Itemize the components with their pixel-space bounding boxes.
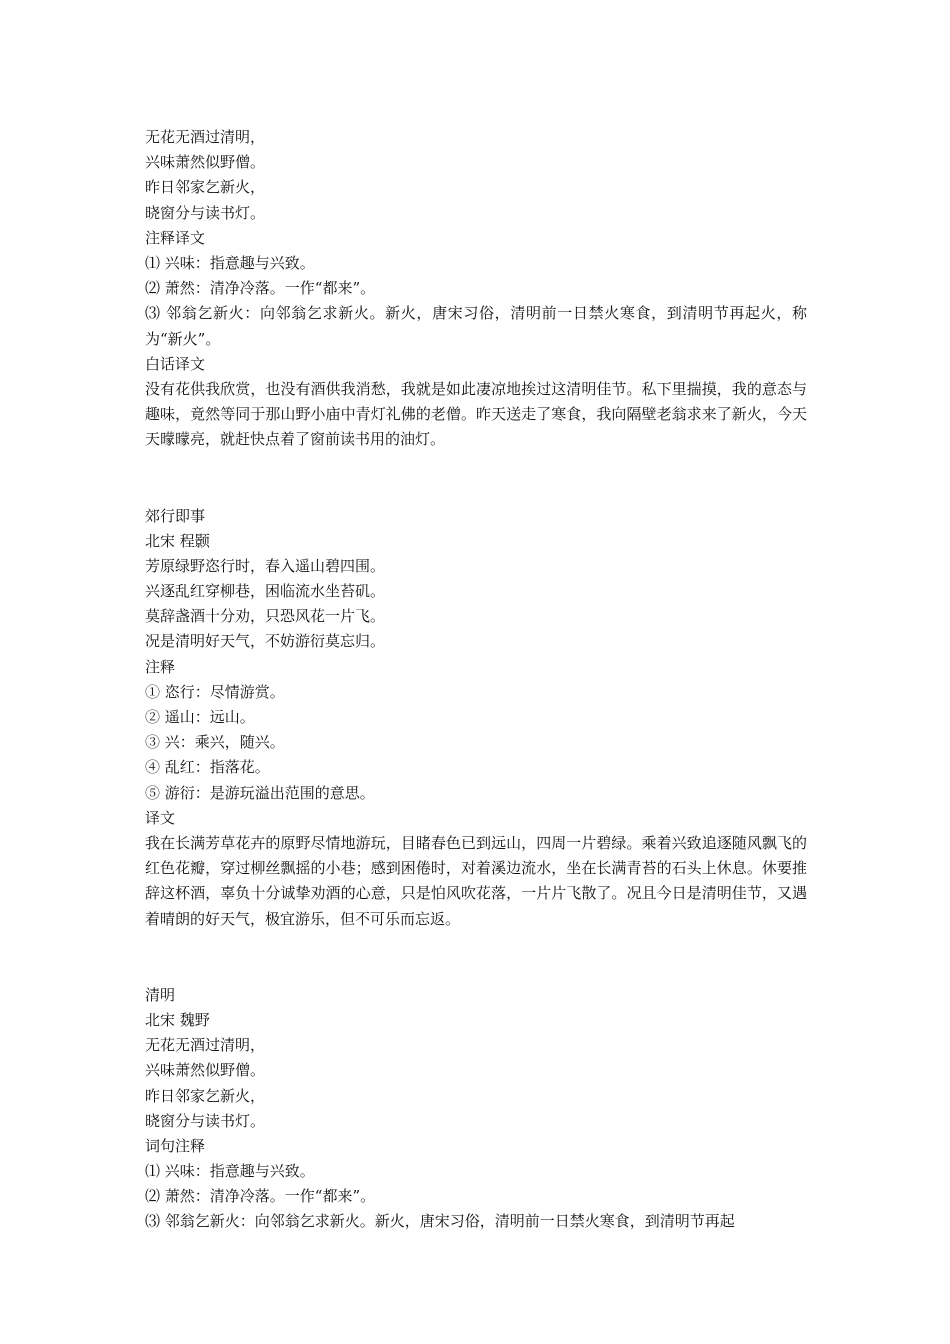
poem-title: 郊行即事 — [145, 506, 206, 525]
section-1 — [145, 125, 807, 453]
poem-line: 兴逐乱红穿柳巷，困临流水坐苔矶。 — [145, 582, 386, 601]
note-item: ⑶ 邻翁乞新火：向邻翁乞求新火。新火，唐宋习俗，清明前一日禁火寒食，到清明节再起火，称为“新火”。 — [145, 304, 807, 348]
poem-line: 兴味萧然似野僧。 — [145, 153, 266, 172]
note-item: ⑴ 兴味：指意趣与兴致。 — [145, 1162, 315, 1181]
translation-paragraph: 我在长满芳草花卉的原野尽情地游玩，目睹春色已到远山，四周一片碧绿。乘着兴致追逐随风飘飞的红色花瓣，穿过柳丝飘摇的小巷；感到困倦时，对着溪边流水，坐在长满青苔的石头上休息。休要推辞这杯酒，辜负十分诚挚劝酒的心意，只是怕风吹花落，一片片飞散了。况且今日是清明佳节，又遇着晴朗的好天气，极宜游乐，但不可乐而忘返。 — [145, 833, 807, 928]
note-item: ④ 乱红：指落花。 — [145, 758, 270, 777]
note-item: ⑵ 萧然：清净冷落。一作“都来”。 — [145, 1187, 376, 1206]
note-item: ② 遥山：远山。 — [145, 708, 255, 727]
section-3 — [145, 983, 807, 1235]
translation-heading: 白话译文 — [145, 354, 206, 373]
poem-line: 兴味萧然似野僧。 — [145, 1061, 266, 1080]
section-spacer — [145, 932, 807, 983]
translation-heading: 译文 — [145, 808, 176, 827]
document-page — [145, 125, 807, 1235]
poem-line: 无花无酒过清明， — [145, 1036, 266, 1055]
note-item: ⑵ 萧然：清净冷落。一作“都来”。 — [145, 279, 376, 298]
poem-line: 晓窗分与读书灯。 — [145, 1111, 266, 1130]
section-2 — [145, 504, 807, 932]
notes-heading: 词句注释 — [145, 1136, 206, 1155]
notes-heading: 注释译文 — [145, 228, 206, 247]
note-item: ⑴ 兴味：指意趣与兴致。 — [145, 253, 315, 272]
poem-author: 北宋 程颢 — [145, 531, 210, 550]
note-item: ③ 兴：乘兴，随兴。 — [145, 733, 285, 752]
section-spacer — [145, 453, 807, 504]
note-item: ⑤ 游衍：是游玩溢出范围的意思。 — [145, 783, 375, 802]
poem-line: 昨日邻家乞新火， — [145, 178, 266, 197]
poem-line: 况是清明好天气，不妨游衍莫忘归。 — [145, 632, 386, 651]
note-item: ⑶ 邻翁乞新火：向邻翁乞求新火。新火，唐宋习俗，清明前一日禁火寒食，到清明节再起 — [145, 1212, 735, 1231]
translation-paragraph: 没有花供我欣赏，也没有酒供我消愁，我就是如此凄凉地挨过这清明佳节。私下里揣摸，我的意态与趣味，竟然等同于那山野小庙中青灯礼佛的老僧。昨天送走了寒食，我向隔壁老翁求来了新火，今天天曚曚亮，就赶快点着了窗前读书用的油灯。 — [145, 379, 807, 449]
poem-line: 无花无酒过清明， — [145, 128, 266, 146]
poem-title: 清明 — [145, 985, 176, 1004]
poem-author: 北宋 魏野 — [145, 1010, 210, 1029]
poem-line: 晓窗分与读书灯。 — [145, 203, 266, 222]
notes-heading: 注释 — [145, 657, 176, 676]
poem-line: 昨日邻家乞新火， — [145, 1086, 266, 1105]
poem-line: 芳原绿野恣行时，春入遥山碧四围。 — [145, 556, 386, 575]
poem-line: 莫辞盏酒十分劝，只恐风花一片飞。 — [145, 607, 386, 626]
note-item: ① 恣行：尽情游赏。 — [145, 682, 285, 701]
